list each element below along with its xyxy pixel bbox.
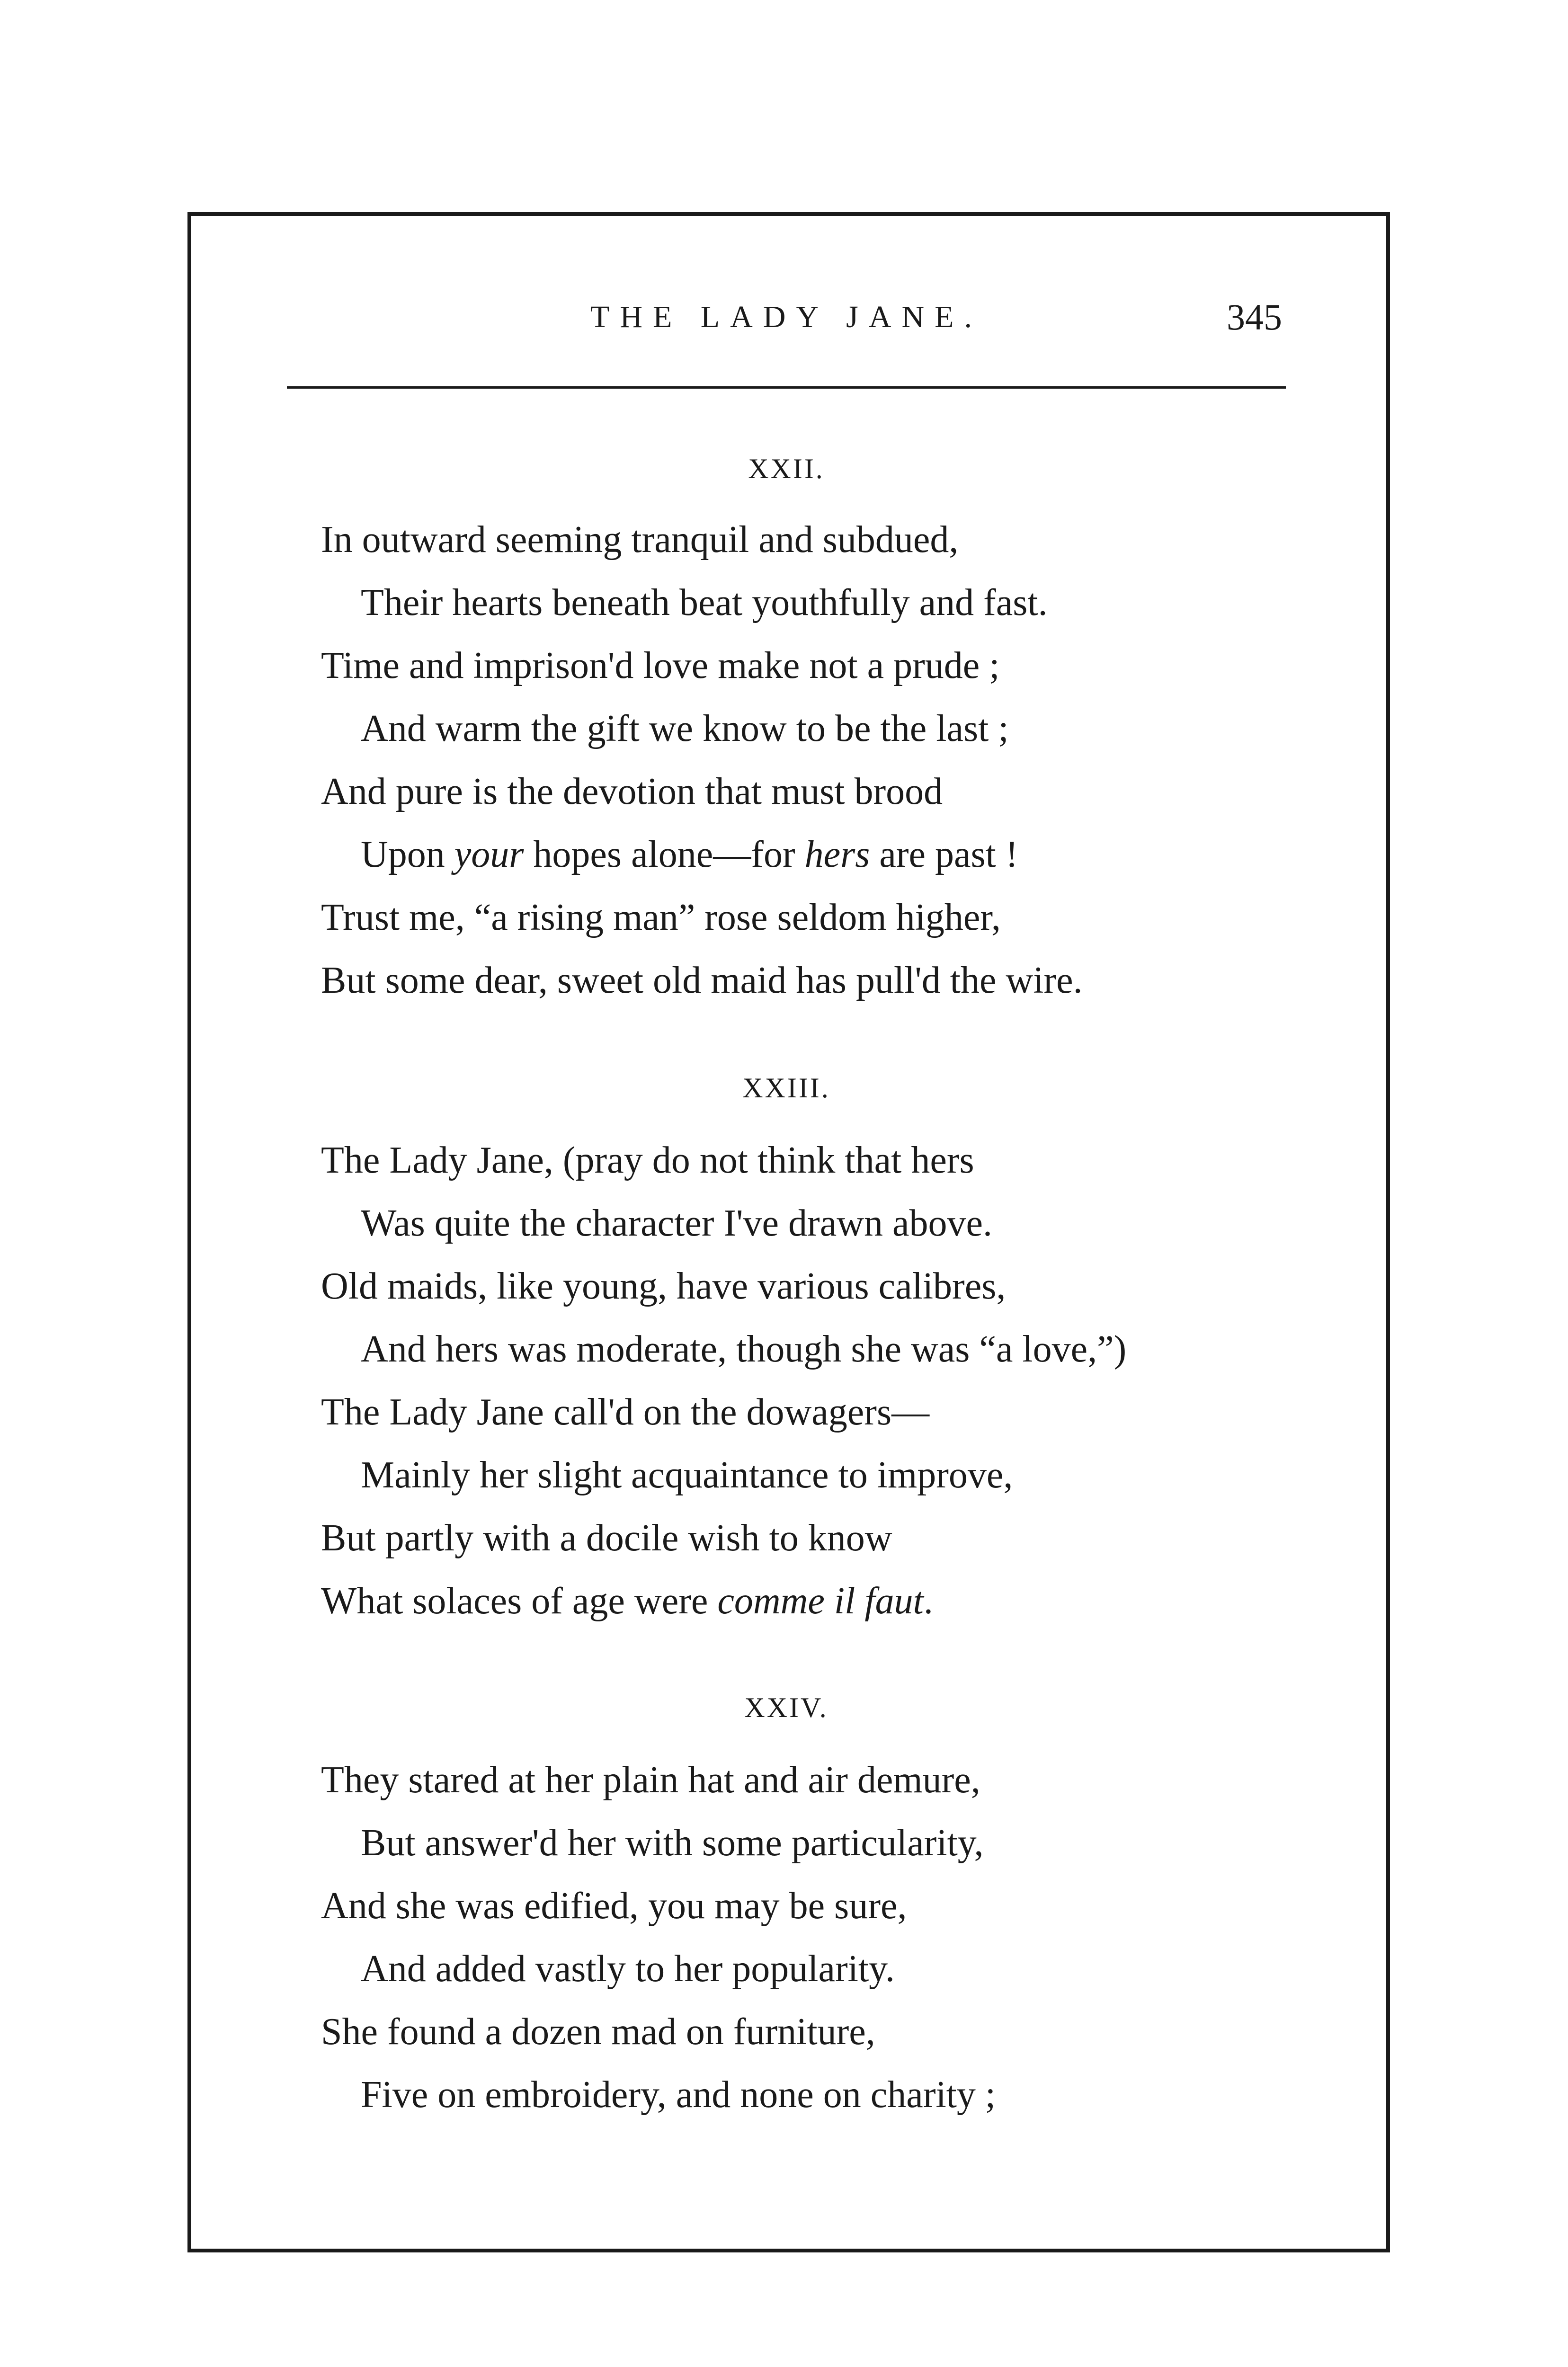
verse-text: Upon (361, 834, 454, 875)
verse-line: And pure is the devotion that must brood (321, 771, 943, 812)
verse-line: Was quite the character I've drawn above. (361, 1202, 992, 1244)
verse-emphasis: comme il faut (717, 1580, 924, 1622)
verse-line: She found a dozen mad on furniture, (321, 2011, 875, 2053)
verse-line (321, 1575, 933, 1627)
verse-emphasis: your (454, 834, 524, 875)
verse-line: And added vastly to her popularity. (361, 1948, 895, 1990)
verse-emphasis: hers (804, 834, 870, 875)
stanza-number: XXIV. (744, 1692, 829, 1723)
verse-line: Trust me, “a rising man” rose seldom higher, (321, 897, 1001, 938)
verse-line: The Lady Jane, (pray do not think that hers (321, 1139, 974, 1181)
verse-line: They stared at her plain hat and air demure, (321, 1759, 980, 1801)
verse-line: But some dear, sweet old maid has pull'd the wire. (321, 960, 1083, 1001)
verse-line: And hers was moderate, though she was “a love,”) (361, 1328, 1127, 1370)
verse-text: . (923, 1580, 933, 1622)
verse-line (361, 828, 1018, 881)
stanza-number: XXII. (748, 453, 825, 484)
verse-line: Five on embroidery, and none on charity ; (361, 2074, 996, 2116)
verse-line: And warm the gift we know to be the last ; (361, 708, 1009, 749)
running-title: THE LADY JANE. (590, 300, 982, 334)
verse-text: hopes alone—for (524, 834, 805, 875)
header-rule (287, 386, 1286, 389)
running-head (287, 284, 1286, 341)
stanza-number: XXIII. (742, 1072, 830, 1103)
verse-line: And she was edified, you may be sure, (321, 1885, 907, 1927)
verse-line: Mainly her slight acquaintance to improve, (361, 1454, 1013, 1496)
verse-line: Old maids, like young, have various calibres, (321, 1265, 1006, 1307)
page-number: 345 (1227, 296, 1282, 338)
verse-line: Time and imprison'd love make not a prude ; (321, 645, 1000, 686)
verse-line: But answer'd her with some particularity, (361, 1822, 984, 1864)
verse-text: are past ! (870, 834, 1018, 875)
verse-line: The Lady Jane call'd on the dowagers— (321, 1391, 930, 1433)
verse-line: But partly with a docile wish to know (321, 1517, 892, 1559)
verse-line: In outward seeming tranquil and subdued, (321, 519, 959, 561)
verse-text: What solaces of age were (321, 1580, 718, 1622)
verse-line: Their hearts beneath beat youthfully and fast. (361, 582, 1048, 623)
